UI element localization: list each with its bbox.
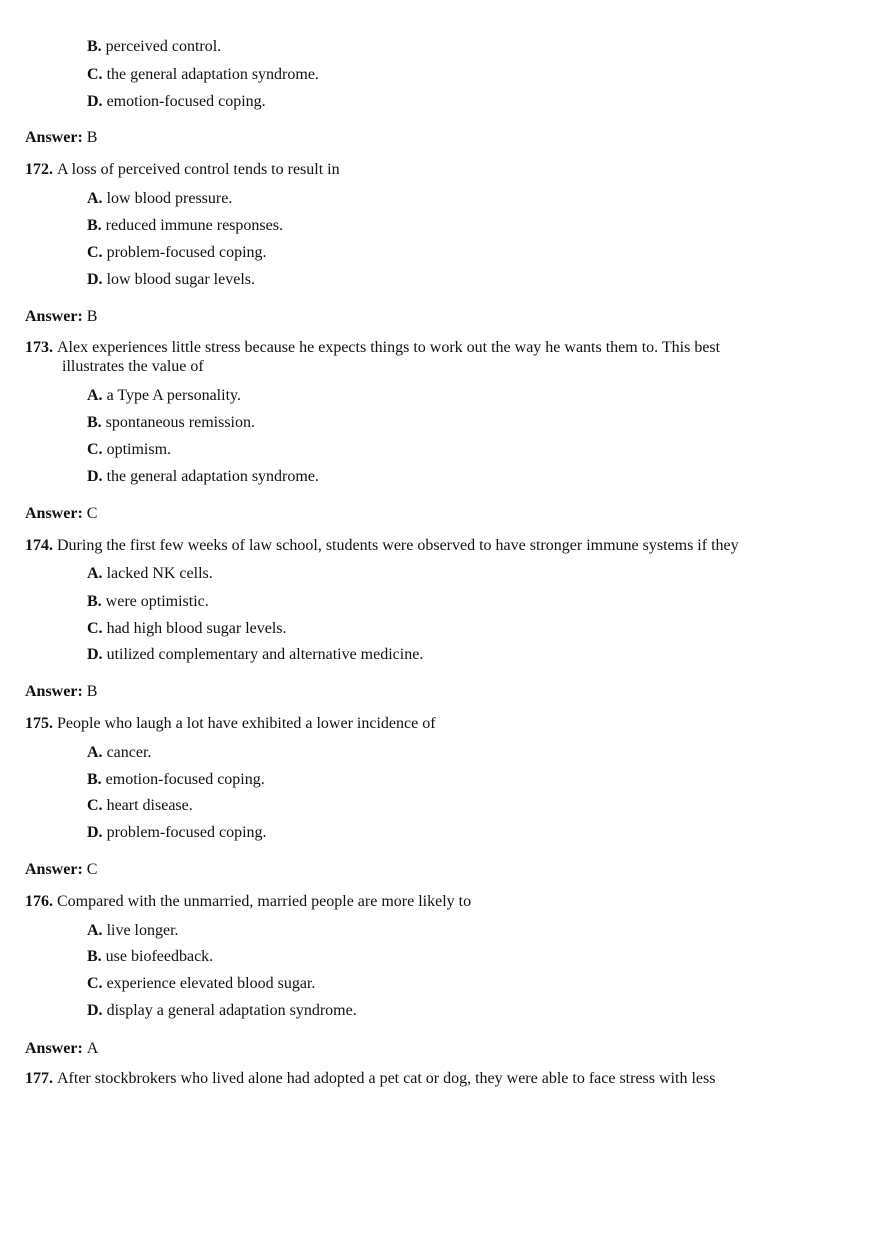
question-stem: 172. A loss of perceived control tends to result in bbox=[25, 161, 340, 178]
answer-line: Answer: A bbox=[25, 1040, 99, 1057]
option-c: C. problem-focused coping. bbox=[87, 244, 267, 261]
answer-line: Answer: C bbox=[25, 861, 98, 878]
option-b: B. spontaneous remission. bbox=[87, 414, 255, 431]
option-a: A. live longer. bbox=[87, 922, 179, 939]
option-d: D. low blood sugar levels. bbox=[87, 271, 255, 288]
option-c: C. heart disease. bbox=[87, 797, 193, 814]
option-c: C. had high blood sugar levels. bbox=[87, 620, 287, 637]
option-b: B. reduced immune responses. bbox=[87, 217, 283, 234]
option-d: D. utilized complementary and alternative medicine. bbox=[87, 646, 424, 663]
option-b: B. perceived control. bbox=[87, 38, 222, 55]
option-b: B. use biofeedback. bbox=[87, 948, 214, 965]
question-stem-continuation: illustrates the value of bbox=[62, 358, 204, 375]
option-a: A. lacked NK cells. bbox=[87, 565, 213, 582]
question-stem: 174. During the first few weeks of law school, students were observed to have stronger immune systems if they bbox=[25, 537, 739, 554]
option-a: A. cancer. bbox=[87, 744, 152, 761]
question-stem: 177. After stockbrokers who lived alone had adopted a pet cat or dog, they were able to face stress with less bbox=[25, 1070, 716, 1087]
answer-line: Answer: B bbox=[25, 308, 98, 325]
answer-line: Answer: C bbox=[25, 505, 98, 522]
option-b: B. were optimistic. bbox=[87, 593, 209, 610]
option-d: D. emotion-focused coping. bbox=[87, 93, 266, 110]
option-c: C. optimism. bbox=[87, 441, 172, 458]
option-c: C. the general adaptation syndrome. bbox=[87, 66, 319, 83]
option-a: A. low blood pressure. bbox=[87, 190, 233, 207]
option-c: C. experience elevated blood sugar. bbox=[87, 975, 316, 992]
option-b: B. emotion-focused coping. bbox=[87, 771, 265, 788]
option-d: D. problem-focused coping. bbox=[87, 824, 267, 841]
question-stem: 175. People who laugh a lot have exhibited a lower incidence of bbox=[25, 715, 436, 732]
option-d: D. the general adaptation syndrome. bbox=[87, 468, 319, 485]
question-stem: 173. Alex experiences little stress because he expects things to work out the way he wants them to. This best bbox=[25, 339, 721, 356]
answer-line: Answer: B bbox=[25, 129, 98, 146]
option-d: D. display a general adaptation syndrome. bbox=[87, 1002, 357, 1019]
option-a: A. a Type A personality. bbox=[87, 387, 241, 404]
answer-line: Answer: B bbox=[25, 683, 98, 700]
question-stem: 176. Compared with the unmarried, married people are more likely to bbox=[25, 893, 472, 910]
